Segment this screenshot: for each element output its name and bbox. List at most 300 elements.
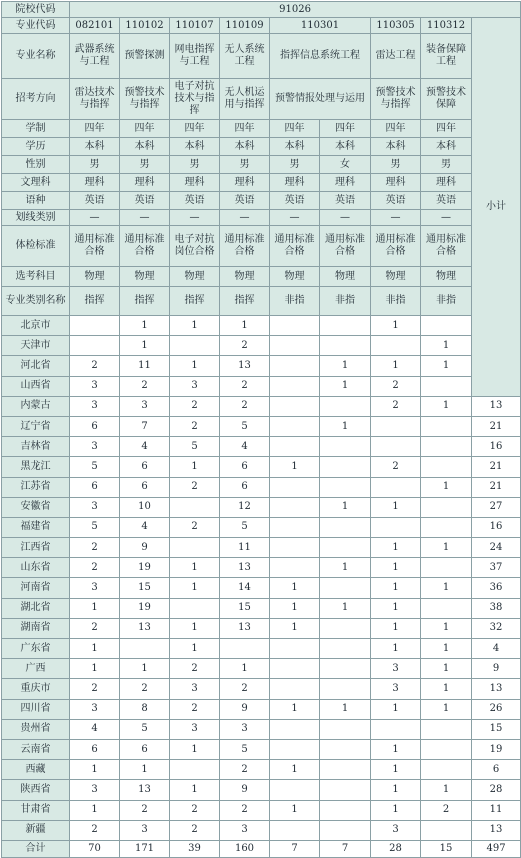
province-label: 四川省 [2, 699, 70, 719]
quota-cell [70, 316, 120, 336]
quota-cell: 6 [120, 457, 170, 477]
quota-cell [270, 396, 320, 416]
quota-cell [421, 316, 472, 336]
quota-cell: 3 [120, 396, 170, 416]
quota-cell: 1 [371, 780, 421, 800]
quota-cell [421, 598, 472, 618]
major-name-cell: 雷达工程 [371, 34, 421, 79]
quota-cell: 1 [320, 598, 371, 618]
quota-cell [320, 679, 371, 699]
quota-cell [371, 336, 421, 356]
quota-cell: 2 [371, 396, 421, 416]
quota-cell: 6 [220, 477, 270, 497]
quota-cell: 1 [270, 760, 320, 780]
category-cell: 非指 [320, 287, 371, 316]
table-row [2, 538, 521, 558]
subtotal-cell: 24 [472, 538, 521, 558]
quota-cell: 1 [170, 578, 220, 598]
subtotal-cell: 16 [472, 517, 521, 537]
province-label: 山东省 [2, 558, 70, 578]
major-name-cell: 预警探测 [120, 34, 170, 79]
quota-cell: 9 [220, 780, 270, 800]
quota-cell: 1 [170, 457, 220, 477]
institution-code-label: 院校代码 [2, 2, 70, 18]
total-cell: 160 [220, 840, 270, 857]
subject-cell: 物理 [220, 267, 270, 287]
quota-cell: 1 [421, 356, 472, 376]
total-cell: 7 [270, 840, 320, 857]
quota-cell: 1 [421, 659, 472, 679]
quota-cell: 19 [120, 598, 170, 618]
subtotal-cell: 36 [472, 578, 521, 598]
quota-cell: 2 [70, 820, 120, 840]
quota-cell: 2 [70, 558, 120, 578]
province-label: 新疆 [2, 820, 70, 840]
quota-cell: 2 [70, 356, 120, 376]
degree-cell: 本科 [120, 138, 170, 156]
language-cell: 英语 [170, 192, 220, 210]
quota-cell [270, 437, 320, 457]
arts-science-label: 文理科 [2, 174, 70, 192]
quota-cell: 1 [70, 659, 120, 679]
quota-cell: 3 [70, 497, 120, 517]
province-label: 吉林省 [2, 437, 70, 457]
quota-cell: 1 [371, 739, 421, 759]
quota-cell [270, 336, 320, 356]
quota-cell [320, 618, 371, 638]
quota-cell: 13 [120, 618, 170, 638]
quota-cell [320, 396, 371, 416]
province-label: 辽宁省 [2, 416, 70, 436]
quota-cell: 1 [371, 760, 421, 780]
subtotal-cell: 21 [472, 416, 521, 436]
quota-cell: 6 [70, 416, 120, 436]
quota-cell: 1 [270, 699, 320, 719]
major-code-cell: 110109 [220, 18, 270, 34]
quota-cell: 1 [421, 639, 472, 659]
cutoff-type-cell: — [220, 210, 270, 226]
total-cell: 39 [170, 840, 220, 857]
subject-cell: 物理 [270, 267, 320, 287]
quota-cell: 1 [421, 396, 472, 416]
quota-cell [371, 517, 421, 537]
duration-cell: 四年 [270, 120, 320, 138]
language-cell: 英语 [371, 192, 421, 210]
degree-cell: 本科 [170, 138, 220, 156]
gender-cell: 男 [170, 156, 220, 174]
quota-cell: 1 [421, 538, 472, 558]
arts-science-cell: 理科 [120, 174, 170, 192]
table-row [2, 578, 521, 598]
major-code-cell: 110107 [170, 18, 220, 34]
quota-cell: 13 [220, 558, 270, 578]
language-label: 语种 [2, 192, 70, 210]
table-row [2, 336, 521, 356]
total-cell: 15 [421, 840, 472, 857]
table-row [2, 719, 521, 739]
quota-cell: 1 [270, 800, 320, 820]
cutoff-type-cell: — [270, 210, 320, 226]
total-cell: 171 [120, 840, 170, 857]
direction-cell: 无人机运用与指挥 [220, 79, 270, 120]
duration-label: 学制 [2, 120, 70, 138]
quota-cell: 3 [220, 820, 270, 840]
subtotal-cell: 28 [472, 780, 521, 800]
cutoff-type-label: 划线类别 [2, 210, 70, 226]
quota-cell: 5 [170, 437, 220, 457]
major-code-cell: 110102 [120, 18, 170, 34]
quota-cell: 3 [170, 719, 220, 739]
subtotal-cell: 13 [472, 679, 521, 699]
major-name-cell: 无人系统工程 [220, 34, 270, 79]
quota-cell [320, 820, 371, 840]
subject-cell: 物理 [120, 267, 170, 287]
quota-cell: 4 [70, 719, 120, 739]
duration-cell: 四年 [421, 120, 472, 138]
table-row [2, 699, 521, 719]
quota-cell [320, 780, 371, 800]
total-cell: 70 [70, 840, 120, 857]
quota-cell: 6 [120, 739, 170, 759]
quota-cell [421, 457, 472, 477]
province-label: 内蒙古 [2, 396, 70, 416]
table-row [2, 558, 521, 578]
physical-standard-cell: 通用标准合格 [270, 226, 320, 267]
quota-cell [170, 538, 220, 558]
quota-cell: 10 [120, 497, 170, 517]
language-cell: 英语 [120, 192, 170, 210]
physical-standard-cell: 通用标准合格 [421, 226, 472, 267]
quota-cell: 4 [220, 437, 270, 457]
quota-cell: 1 [371, 316, 421, 336]
quota-cell: 4 [120, 437, 170, 457]
quota-cell: 2 [220, 679, 270, 699]
quota-cell: 1 [421, 336, 472, 356]
direction-cell: 预警技术与指挥 [371, 79, 421, 120]
cutoff-type-cell: — [421, 210, 472, 226]
subtotal-header: 小计 [472, 18, 521, 397]
province-label: 贵州省 [2, 719, 70, 739]
quota-cell: 1 [120, 760, 170, 780]
quota-cell: 5 [70, 517, 120, 537]
province-label: 陕西省 [2, 780, 70, 800]
quota-cell: 1 [270, 457, 320, 477]
major-name-cell: 装备保障工程 [421, 34, 472, 79]
gender-cell: 男 [270, 156, 320, 174]
quota-cell: 2 [170, 699, 220, 719]
quota-cell: 12 [220, 497, 270, 517]
gender-cell: 男 [220, 156, 270, 174]
subject-cell: 物理 [320, 267, 371, 287]
table-row [2, 780, 521, 800]
quota-cell: 1 [371, 598, 421, 618]
quota-cell: 2 [220, 396, 270, 416]
arts-science-cell: 理科 [70, 174, 120, 192]
direction-cell: 预警情报处理与运用 [270, 79, 371, 120]
province-label: 湖南省 [2, 618, 70, 638]
quota-cell: 3 [371, 679, 421, 699]
quota-cell [421, 719, 472, 739]
quota-cell: 1 [170, 780, 220, 800]
quota-cell [270, 538, 320, 558]
quota-cell: 1 [120, 336, 170, 356]
physical-standard-cell: 通用标准合格 [320, 226, 371, 267]
quota-cell: 15 [120, 578, 170, 598]
subtotal-cell: 32 [472, 618, 521, 638]
quota-cell: 1 [320, 558, 371, 578]
quota-cell: 2 [170, 477, 220, 497]
subtotal-cell: 6 [472, 760, 521, 780]
quota-cell: 1 [170, 356, 220, 376]
quota-cell: 1 [421, 679, 472, 699]
cutoff-type-cell: — [170, 210, 220, 226]
quota-cell: 3 [170, 679, 220, 699]
quota-cell: 14 [220, 578, 270, 598]
quota-cell: 4 [120, 517, 170, 537]
physical-standard-cell: 通用标准合格 [70, 226, 120, 267]
quota-cell [270, 517, 320, 537]
quota-cell: 2 [120, 376, 170, 396]
direction-cell: 预警技术保障 [421, 79, 472, 120]
quota-cell: 2 [120, 800, 170, 820]
quota-cell [421, 517, 472, 537]
quota-cell [170, 497, 220, 517]
quota-cell [170, 760, 220, 780]
subtotal-cell: 4 [472, 639, 521, 659]
arts-science-cell: 理科 [371, 174, 421, 192]
quota-cell: 1 [371, 356, 421, 376]
quota-cell: 13 [220, 356, 270, 376]
degree-cell: 本科 [270, 138, 320, 156]
quota-cell: 1 [371, 639, 421, 659]
quota-cell: 1 [371, 800, 421, 820]
quota-cell: 1 [421, 477, 472, 497]
quota-cell: 1 [421, 618, 472, 638]
cutoff-type-cell: — [371, 210, 421, 226]
quota-cell [320, 760, 371, 780]
gender-cell: 男 [70, 156, 120, 174]
category-cell: 指挥 [120, 287, 170, 316]
category-cell: 指挥 [70, 287, 120, 316]
table-row [2, 739, 521, 759]
quota-cell: 7 [120, 416, 170, 436]
quota-cell: 11 [120, 356, 170, 376]
quota-cell: 2 [70, 618, 120, 638]
quota-cell [320, 517, 371, 537]
quota-cell: 2 [421, 800, 472, 820]
quota-cell: 1 [371, 618, 421, 638]
subtotal-cell: 38 [472, 598, 521, 618]
quota-cell [421, 416, 472, 436]
major-code-cell: 110312 [421, 18, 472, 34]
table-row [2, 598, 521, 618]
quota-cell [320, 639, 371, 659]
quota-cell: 3 [70, 699, 120, 719]
degree-cell: 本科 [320, 138, 371, 156]
grand-total-cell: 497 [472, 840, 521, 857]
table-row [2, 639, 521, 659]
table-row [2, 477, 521, 497]
quota-cell: 2 [70, 538, 120, 558]
quota-cell: 2 [170, 416, 220, 436]
quota-cell: 13 [120, 780, 170, 800]
quota-cell: 5 [220, 517, 270, 537]
degree-label: 学历 [2, 138, 70, 156]
quota-cell: 2 [170, 659, 220, 679]
subtotal-cell: 9 [472, 659, 521, 679]
quota-cell [170, 598, 220, 618]
quota-cell [70, 336, 120, 356]
quota-cell [270, 820, 320, 840]
quota-cell: 2 [170, 800, 220, 820]
quota-cell: 3 [70, 396, 120, 416]
language-cell: 英语 [70, 192, 120, 210]
quota-cell: 2 [371, 376, 421, 396]
quota-cell: 1 [70, 800, 120, 820]
province-label: 甘肃省 [2, 800, 70, 820]
quota-cell: 6 [220, 457, 270, 477]
subtotal-cell: 26 [472, 699, 521, 719]
quota-cell: 3 [371, 820, 421, 840]
quota-cell: 2 [220, 336, 270, 356]
subtotal-cell: 13 [472, 820, 521, 840]
duration-cell: 四年 [220, 120, 270, 138]
table-row [2, 497, 521, 517]
subtotal-cell: 21 [472, 477, 521, 497]
quota-cell: 3 [371, 659, 421, 679]
table-row [2, 376, 521, 396]
quota-cell: 2 [70, 679, 120, 699]
province-label: 山西省 [2, 376, 70, 396]
quota-cell: 13 [220, 618, 270, 638]
category-label: 专业类别名称 [2, 287, 70, 316]
quota-cell [270, 659, 320, 679]
quota-cell [371, 477, 421, 497]
subject-cell: 物理 [371, 267, 421, 287]
quota-cell: 2 [220, 760, 270, 780]
quota-cell: 1 [70, 598, 120, 618]
subtotal-cell: 19 [472, 739, 521, 759]
quota-cell: 3 [70, 376, 120, 396]
quota-cell [320, 477, 371, 497]
quota-cell: 2 [170, 820, 220, 840]
gender-label: 性别 [2, 156, 70, 174]
quota-cell: 1 [371, 497, 421, 517]
province-label: 安徽省 [2, 497, 70, 517]
table-row [2, 800, 521, 820]
quota-cell: 1 [170, 316, 220, 336]
quota-cell [320, 316, 371, 336]
province-label: 西藏 [2, 760, 70, 780]
major-code-cell: 110301 [270, 18, 371, 34]
subtotal-cell: 11 [472, 800, 521, 820]
quota-cell: 5 [120, 719, 170, 739]
gender-cell: 男 [120, 156, 170, 174]
degree-cell: 本科 [421, 138, 472, 156]
province-label: 江西省 [2, 538, 70, 558]
cutoff-type-cell: — [320, 210, 371, 226]
quota-cell: 11 [220, 538, 270, 558]
subject-cell: 物理 [70, 267, 120, 287]
quota-cell: 1 [170, 639, 220, 659]
quota-cell: 3 [70, 780, 120, 800]
quota-cell: 6 [120, 477, 170, 497]
total-cell: 28 [371, 840, 421, 857]
quota-cell: 2 [120, 679, 170, 699]
quota-cell [270, 316, 320, 336]
subtotal-cell: 27 [472, 497, 521, 517]
quota-cell [371, 416, 421, 436]
province-label: 河北省 [2, 356, 70, 376]
category-cell: 非指 [421, 287, 472, 316]
province-label: 黑龙江 [2, 457, 70, 477]
quota-cell: 15 [220, 598, 270, 618]
quota-cell: 3 [120, 820, 170, 840]
subtotal-cell: 37 [472, 558, 521, 578]
quota-cell: 1 [421, 780, 472, 800]
subtotal-cell: 13 [472, 396, 521, 416]
quota-cell [320, 739, 371, 759]
duration-cell: 四年 [170, 120, 220, 138]
quota-cell: 3 [70, 578, 120, 598]
direction-cell: 电子对抗技术与指挥 [170, 79, 220, 120]
major-code-cell: 110305 [371, 18, 421, 34]
quota-cell: 2 [170, 396, 220, 416]
duration-cell: 四年 [371, 120, 421, 138]
quota-cell: 3 [170, 376, 220, 396]
quota-cell: 1 [70, 760, 120, 780]
quota-cell: 1 [120, 316, 170, 336]
quota-cell: 19 [120, 558, 170, 578]
institution-code-value: 91026 [70, 2, 521, 18]
direction-cell: 雷达技术与指挥 [70, 79, 120, 120]
quota-cell [270, 416, 320, 436]
major-name-cell: 网电指挥与工程 [170, 34, 220, 79]
quota-cell: 1 [170, 618, 220, 638]
quota-cell [320, 578, 371, 598]
quota-cell [371, 437, 421, 457]
quota-cell: 1 [320, 416, 371, 436]
major-code-cell: 082101 [70, 18, 120, 34]
duration-cell: 四年 [320, 120, 371, 138]
table-row [2, 396, 521, 416]
subtotal-cell: 15 [472, 719, 521, 739]
quota-cell: 1 [371, 699, 421, 719]
quota-cell [421, 820, 472, 840]
quota-cell: 1 [120, 659, 170, 679]
major-name-label: 专业名称 [2, 34, 70, 79]
quota-cell: 2 [371, 457, 421, 477]
category-cell: 非指 [270, 287, 320, 316]
quota-cell [270, 497, 320, 517]
province-label: 重庆市 [2, 679, 70, 699]
quota-cell: 1 [70, 639, 120, 659]
quota-cell [320, 437, 371, 457]
table-row [2, 356, 521, 376]
quota-cell [270, 739, 320, 759]
table-row [2, 679, 521, 699]
quota-cell [421, 760, 472, 780]
subject-cell: 物理 [170, 267, 220, 287]
total-row [2, 840, 521, 857]
arts-science-cell: 理科 [320, 174, 371, 192]
gender-cell: 女 [320, 156, 371, 174]
quota-cell: 8 [120, 699, 170, 719]
province-label: 湖北省 [2, 598, 70, 618]
quota-cell: 1 [320, 376, 371, 396]
gender-cell: 男 [421, 156, 472, 174]
province-label: 云南省 [2, 739, 70, 759]
